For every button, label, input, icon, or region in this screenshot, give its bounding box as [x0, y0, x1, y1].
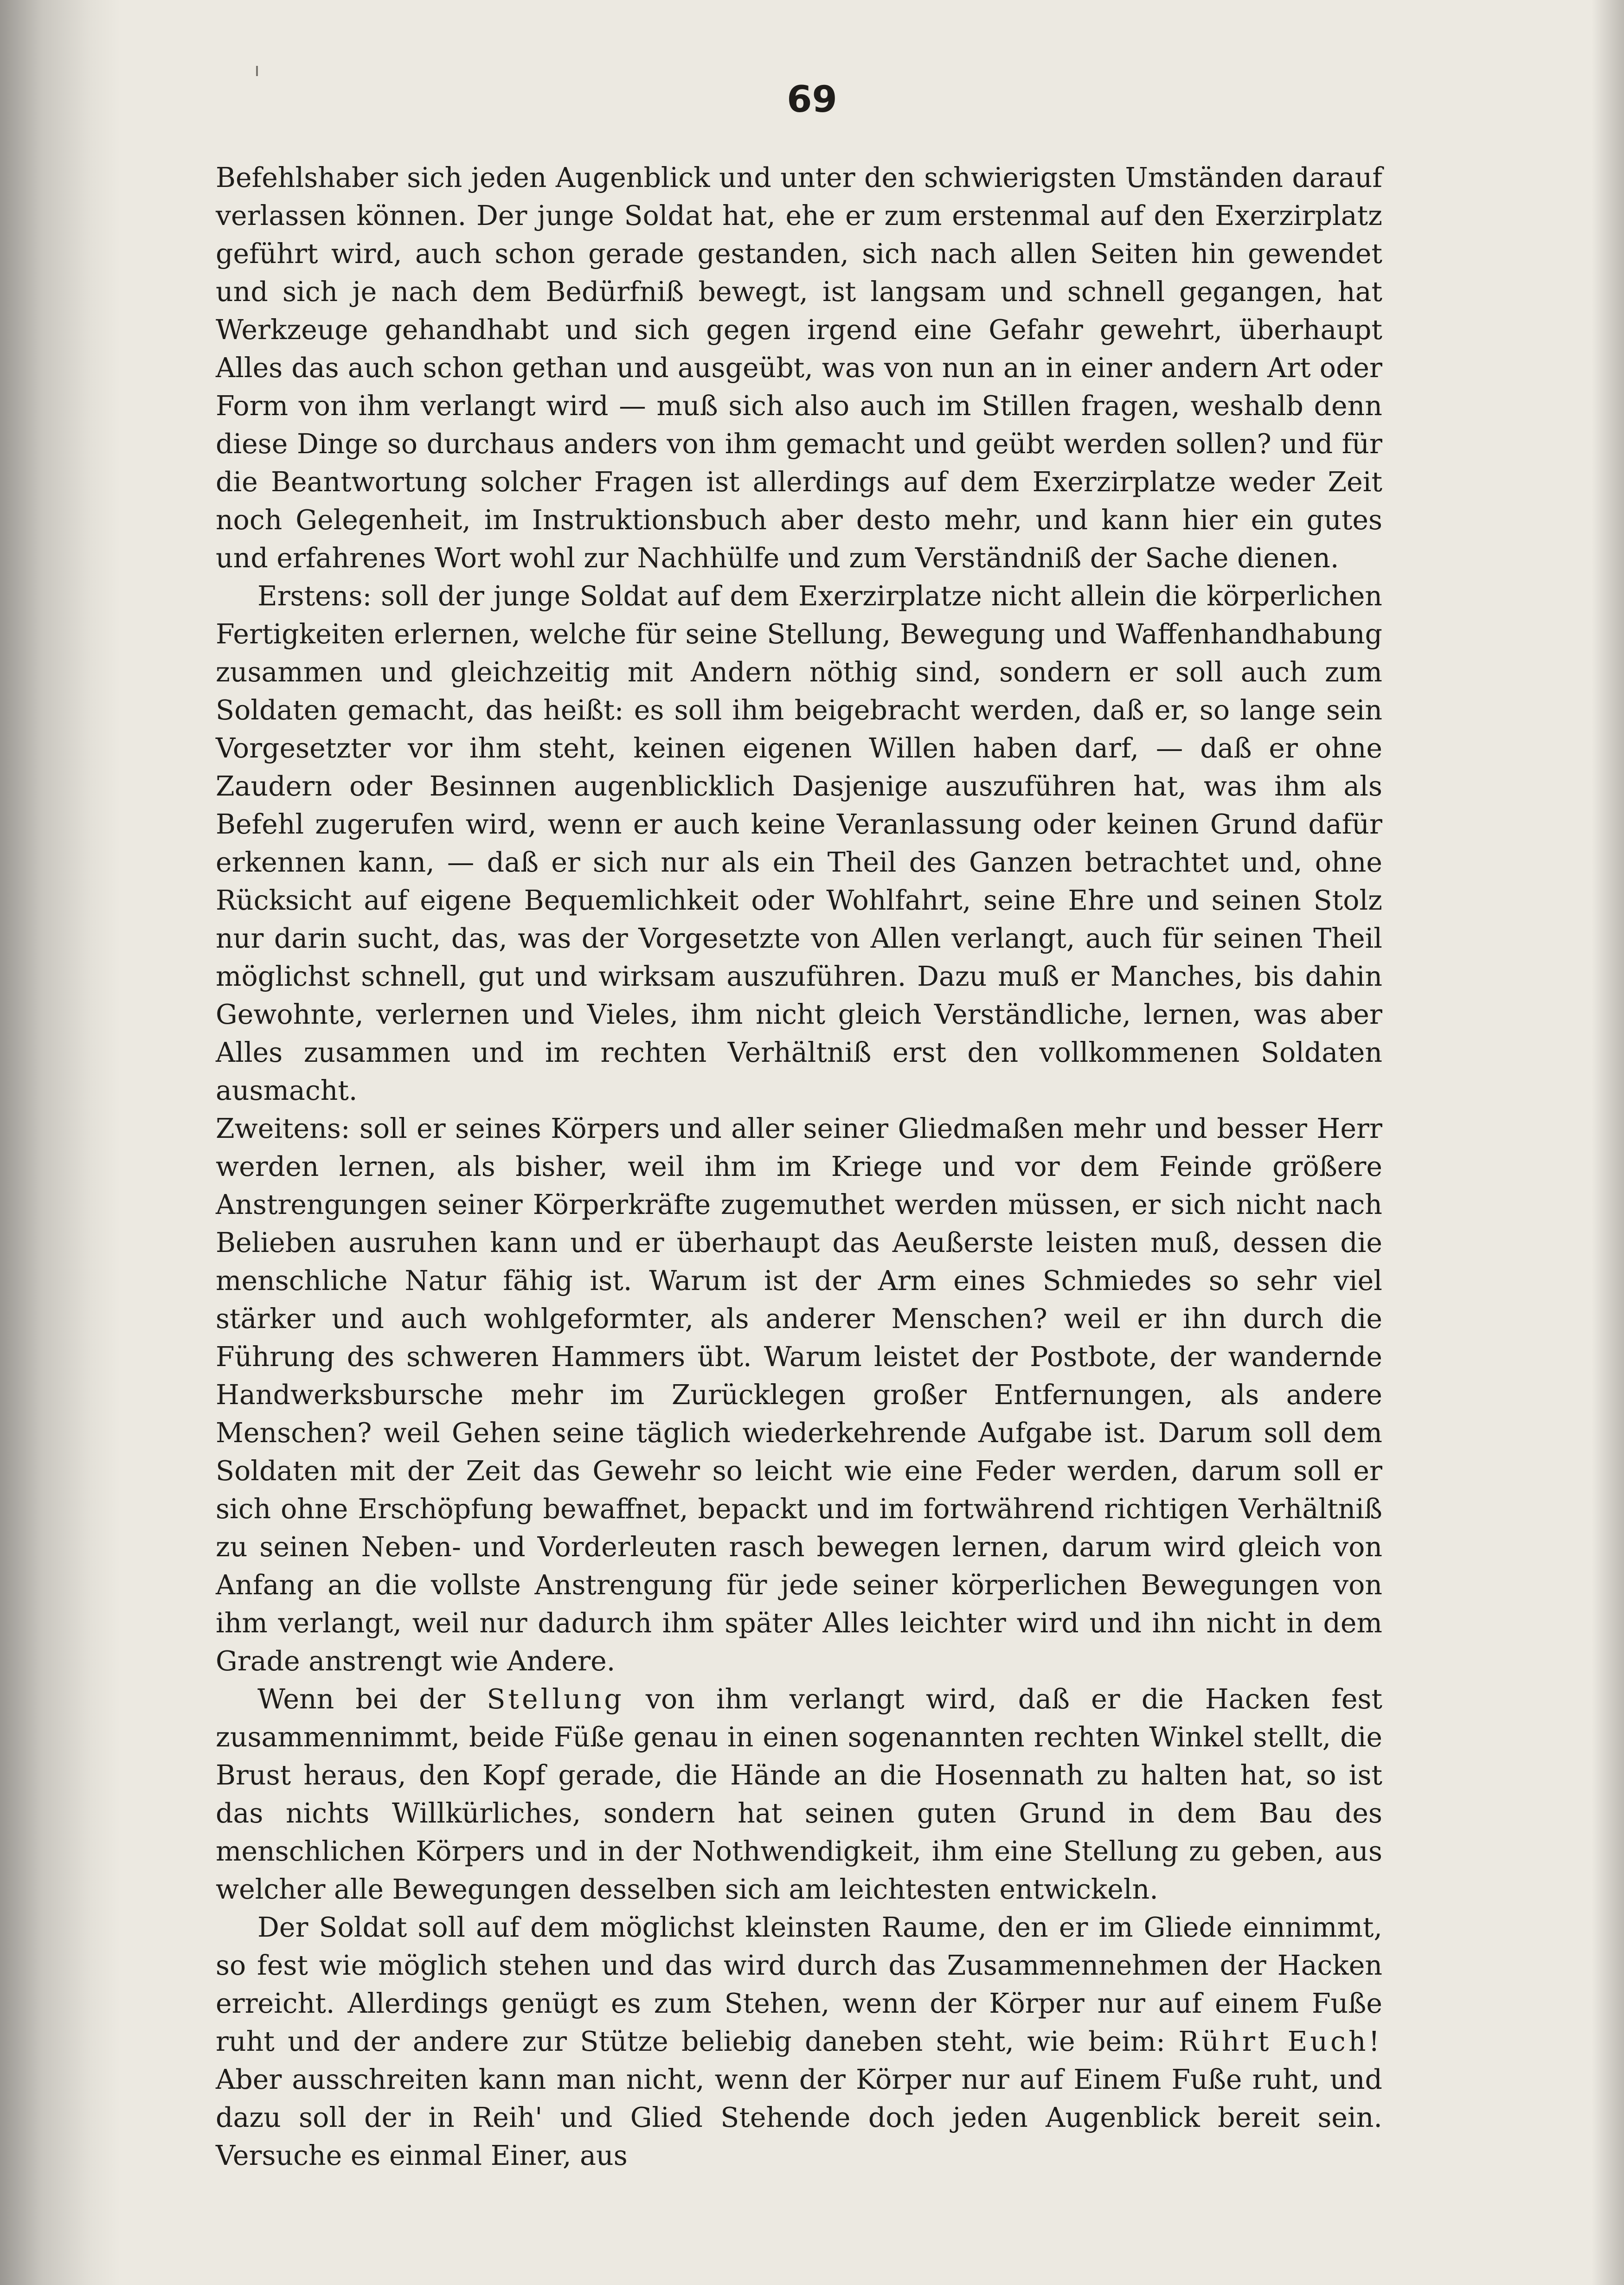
- margin-mark: [256, 66, 258, 76]
- page-spine-shadow: [0, 0, 121, 2285]
- paragraph-stellung-post: von ihm verlangt wird, daß er die Hacken fest zusammennimmt, beide Füße genau in einen sogenannten rechten Winkel stellt, die Brust heraus, den Kopf gerade, die Hände an die Hosennath zu halten hat, so ist das nichts Willkürliches, sondern hat seinen guten Grund in dem Bau des menschlichen Körpers und in der Nothwendigkeit, ihm eine Stellung zu geben, aus welcher alle Bewegungen desselben sich am leichtesten entwickeln.: [216, 1683, 1382, 1905]
- page-body: [216, 159, 1382, 2175]
- page-right-edge: [1592, 0, 1624, 2285]
- page-number: 69: [787, 79, 837, 121]
- paragraph-stellung: [216, 1680, 1382, 1908]
- paragraph-zweitens: Zweitens: soll er seines Körpers und aller seiner Gliedmaßen mehr und besser Herr werden lernen, als bisher, weil ihm im Kriege und vor dem Feinde größere Anstrengungen seiner Körperkräfte zugemuthet werden müssen, er sich nicht nach Belieben ausruhen kann und er überhaupt das Aeußerste leisten muß, dessen die menschliche Natur fähig ist. Warum ist der Arm eines Schmiedes so sehr viel stärker und auch wohlgeformter, als anderer Menschen? weil er ihn durch die Führung des schweren Hammers übt. Warum leistet der Postbote, der wandernde Handwerksbursche mehr im Zurücklegen großer Entfernungen, als andere Menschen? weil Gehen seine täglich wiederkehrende Aufgabe ist. Darum soll dem Soldaten mit der Zeit das Gewehr so leicht wie eine Feder werden, darum soll er sich ohne Erschöpfung bewaffnet, bepackt und im fortwährend richtigen Verhältniß zu seinen Neben- und Vorderleuten rasch bewegen lernen, darum wird gleich von Anfang an die vollste Anstrengung für jede seiner körperlichen Bewegungen von ihm verlangt, weil nur dadurch ihm später Alles leichter wird und ihn nicht in dem Grade anstrengt wie Andere.: [216, 1113, 1382, 1677]
- paragraph-soldat-pre: Der Soldat soll auf dem möglichst kleinsten Raume, den er im Gliede einnimmt, so fest wie möglich stehen und das wird durch das Zusammennehmen der Hacken erreicht. Allerdings genügt es zum Stehen, wenn der Körper nur auf einem Fuße ruht und der andere zur Stütze beliebig daneben steht, wie beim:: [216, 1912, 1382, 2057]
- paragraph-stellung-pre: Wenn bei der: [257, 1683, 487, 1715]
- paragraph-soldat: [216, 1908, 1382, 2175]
- paragraph-1: Befehlshaber sich jeden Augenblick und unter den schwierigsten Umständen darauf verlassen können. Der junge Soldat hat, ehe er zum erstenmal auf den Exerzirplatz geführt wird, auch schon gerade gestanden, sich nach allen Seiten hin gewendet und sich je nach dem Bedürfniß bewegt, ist langsam und schnell gegangen, hat Werkzeuge gehandhabt und sich gegen irgend eine Gefahr gewehrt, überhaupt Alles das auch schon gethan und ausgeübt, was von nun an in einer andern Art oder Form von ihm verlangt wird — muß sich also auch im Stillen fragen, weshalb denn diese Dinge so durchaus anders von ihm gemacht und geübt werden sollen? und für die Beantwortung solcher Fragen ist allerdings auf dem Exerzirplatze weder Zeit noch Gelegenheit, im Instruktionsbuch aber desto mehr, und kann hier ein gutes und erfahrenes Wort wohl zur Nachhülfe und zum Verständniß der Sache dienen.: [216, 162, 1382, 574]
- paragraph-soldat-post: Aber ausschreiten kann man nicht, wenn der Körper nur auf Einem Fuße ruht, und dazu soll der in Reih' und Glied Stehende doch jeden Augenblick bereit sein. Versuche es einmal Einer, aus: [216, 2064, 1382, 2171]
- paragraph-erstens: Erstens: soll der junge Soldat auf dem Exerzirplatze nicht allein die körperlichen Fertigkeiten erlernen, welche für seine Stellung, Bewegung und Waffenhandhabung zusammen und gleichzeitig mit Andern nöthig sind, sondern er soll auch zum Soldaten gemacht, das heißt: es soll ihm beigebracht werden, daß er, so lange sein Vorgesetzter vor ihm steht, keinen eigenen Willen haben darf, — daß er ohne Zaudern oder Besinnen augenblicklich Dasjenige auszuführen hat, was ihm als Befehl zugerufen wird, wenn er auch keine Veranlassung oder keinen Grund dafür erkennen kann, — daß er sich nur als ein Theil des Ganzen betrachtet und, ohne Rücksicht auf eigene Bequemlichkeit oder Wohlfahrt, seine Ehre und seinen Stolz nur darin sucht, das, was der Vorgesetzte von Allen verlangt, auch für seinen Theil möglichst schnell, gut und wirksam auszuführen. Dazu muß er Manches, bis dahin Gewohnte, verlernen und Vieles, ihm nicht gleich Verständliche, lernen, was aber Alles zusammen und im rechten Verhältniß erst den vollkommenen Soldaten ausmacht.: [216, 580, 1382, 1106]
- spaced-term-ruehrt-euch: Rührt Euch!: [1178, 2026, 1382, 2057]
- spaced-term-stellung: Stellung: [487, 1683, 624, 1715]
